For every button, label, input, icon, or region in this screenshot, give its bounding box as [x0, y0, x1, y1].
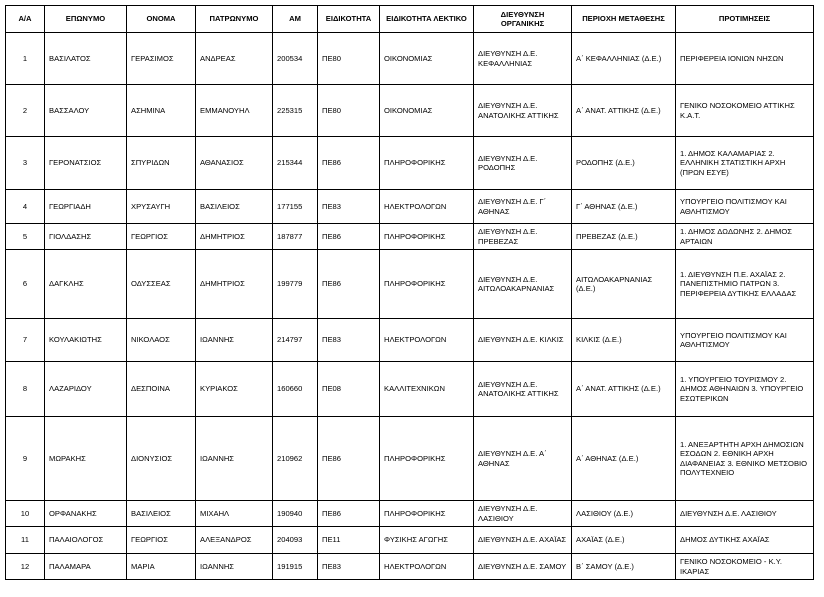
- cell-name: ΒΑΣΙΛΕΙΟΣ: [127, 501, 196, 527]
- cell-surname: ΠΑΛΑΜΑΡΑ: [45, 554, 127, 580]
- cell-father-name: ΚΥΡΙΑΚΟΣ: [196, 362, 273, 417]
- table-row: [6, 137, 814, 190]
- cell-aa: 7: [6, 319, 45, 362]
- cell-surname: ΠΑΛΑΙΟΛΟΓΟΣ: [45, 527, 127, 554]
- cell-specialty: ΠΕ86: [318, 137, 380, 190]
- cell-specialty: ΠΕ11: [318, 527, 380, 554]
- cell-aa: 1: [6, 33, 45, 85]
- cell-transfer-area: Α΄ ΑΝΑΤ. ΑΤΤΙΚΗΣ (Δ.Ε.): [572, 362, 676, 417]
- cell-am: 200534: [273, 33, 318, 85]
- cell-organic-directorate: ΔΙΕΥΘΥΝΣΗ Δ.Ε. ΑΝΑΤΟΛΙΚΗΣ ΑΤΤΙΚΗΣ: [474, 362, 572, 417]
- cell-transfer-area: ΑΙΤΩΛΟΑΚΑΡΝΑΝΙΑΣ (Δ.Ε.): [572, 250, 676, 319]
- cell-organic-directorate: ΔΙΕΥΘΥΝΣΗ Δ.Ε. ΚΕΦΑΛΛΗΝΙΑΣ: [474, 33, 572, 85]
- cell-organic-directorate: ΔΙΕΥΘΥΝΣΗ Δ.Ε. ΑΙΤΩΛΟΑΚΑΡΝΑΝΙΑΣ: [474, 250, 572, 319]
- cell-preferences: ΥΠΟΥΡΓΕΙΟ ΠΟΛΙΤΙΣΜΟΥ ΚΑΙ ΑΘΛΗΤΙΣΜΟΥ: [676, 190, 814, 224]
- cell-specialty-text: ΚΑΛΛΙΤΕΧΝΙΚΩΝ: [380, 362, 474, 417]
- header-organic-directorate: ΔΙΕΥΘΥΝΣΗ ΟΡΓΑΝΙΚΗΣ: [474, 6, 572, 33]
- header-specialty: ΕΙΔΙΚΟΤΗΤΑ: [318, 6, 380, 33]
- cell-preferences: 1. ΔΗΜΟΣ ΚΑΛΑΜΑΡΙΑΣ 2. ΕΛΛΗΝΙΚΗ ΣΤΑΤΙΣΤΙΚΗ ΑΡΧΗ (ΠΡΩΝ ΕΣΥΕ): [676, 137, 814, 190]
- cell-preferences: 1. ΑΝΕΞΑΡΤΗΤΗ ΑΡΧΗ ΔΗΜΟΣΙΩΝ ΕΣΟΔΩΝ 2. ΕΘΝΙΚΗ ΑΡΧΗ ΔΙΑΦΑΝΕΙΑΣ 3. ΕΘΝΙΚΟ ΜΕΤΣΟΒΙΟ ΠΟΛΥΤΕΧΝΕΙΟ: [676, 417, 814, 501]
- cell-am: 215344: [273, 137, 318, 190]
- cell-transfer-area: ΛΑΣΙΘΙΟΥ (Δ.Ε.): [572, 501, 676, 527]
- cell-specialty: ΠΕ08: [318, 362, 380, 417]
- cell-aa: 10: [6, 501, 45, 527]
- cell-specialty: ΠΕ83: [318, 554, 380, 580]
- cell-father-name: ΙΩΑΝΝΗΣ: [196, 554, 273, 580]
- cell-organic-directorate: ΔΙΕΥΘΥΝΣΗ Δ.Ε. ΛΑΣΙΘΙΟΥ: [474, 501, 572, 527]
- cell-name: ΓΕΩΡΓΙΟΣ: [127, 527, 196, 554]
- cell-am: 214797: [273, 319, 318, 362]
- cell-preferences: 1. ΔΙΕΥΘΥΝΣΗ Π.Ε. ΑΧΑΪΑΣ 2. ΠΑΝΕΠΙΣΤΗΜΙΟ ΠΑΤΡΩΝ 3. ΠΕΡΙΦΕΡΕΙΑ ΔΥΤΙΚΗΣ ΕΛΛΑΔΑΣ: [676, 250, 814, 319]
- cell-father-name: ΙΩΑΝΝΗΣ: [196, 417, 273, 501]
- cell-name: ΧΡΥΣΑΥΓΗ: [127, 190, 196, 224]
- cell-specialty-text: ΗΛΕΚΤΡΟΛΟΓΩΝ: [380, 319, 474, 362]
- cell-specialty-text: ΦΥΣΙΚΗΣ ΑΓΩΓΗΣ: [380, 527, 474, 554]
- cell-specialty-text: ΠΛΗΡΟΦΟΡΙΚΗΣ: [380, 250, 474, 319]
- cell-surname: ΚΟΥΛΑΚΙΩΤΗΣ: [45, 319, 127, 362]
- header-row: [6, 6, 814, 33]
- cell-organic-directorate: ΔΙΕΥΘΥΝΣΗ Δ.Ε. ΑΧΑΪΑΣ: [474, 527, 572, 554]
- cell-organic-directorate: ΔΙΕΥΘΥΝΣΗ Δ.Ε. ΠΡΕΒΕΖΑΣ: [474, 224, 572, 250]
- cell-preferences: 1. ΔΗΜΟΣ ΔΩΔΩΝΗΣ 2. ΔΗΜΟΣ ΑΡΤΑΙΩΝ: [676, 224, 814, 250]
- cell-surname: ΜΩΡΑΚΗΣ: [45, 417, 127, 501]
- cell-specialty-text: ΗΛΕΚΤΡΟΛΟΓΩΝ: [380, 554, 474, 580]
- cell-name: ΔΕΣΠΟΙΝΑ: [127, 362, 196, 417]
- cell-aa: 12: [6, 554, 45, 580]
- table-row: [6, 527, 814, 554]
- cell-am: 191915: [273, 554, 318, 580]
- table-body: [6, 33, 814, 580]
- cell-surname: ΛΑΖΑΡΙΔΟΥ: [45, 362, 127, 417]
- header-transfer-area: ΠΕΡΙΟΧΗ ΜΕΤΑΘΕΣΗΣ: [572, 6, 676, 33]
- cell-am: 177155: [273, 190, 318, 224]
- cell-surname: ΓΕΡΟΝΑΤΣΙΟΣ: [45, 137, 127, 190]
- cell-organic-directorate: ΔΙΕΥΘΥΝΣΗ Δ.Ε. Γ΄ ΑΘΗΝΑΣ: [474, 190, 572, 224]
- cell-specialty: ΠΕ86: [318, 417, 380, 501]
- cell-organic-directorate: ΔΙΕΥΘΥΝΣΗ Δ.Ε. ΣΑΜΟΥ: [474, 554, 572, 580]
- cell-specialty: ΠΕ86: [318, 250, 380, 319]
- cell-aa: 11: [6, 527, 45, 554]
- cell-am: 204093: [273, 527, 318, 554]
- table-row: [6, 501, 814, 527]
- header-preferences: ΠΡΟΤΙΜΗΣΕΙΣ: [676, 6, 814, 33]
- cell-name: ΟΔΥΣΣΕΑΣ: [127, 250, 196, 319]
- cell-transfer-area: Α΄ ΑΝΑΤ. ΑΤΤΙΚΗΣ (Δ.Ε.): [572, 85, 676, 137]
- table-row: [6, 224, 814, 250]
- header-name: ΟΝΟΜΑ: [127, 6, 196, 33]
- header-aa: Α/Α: [6, 6, 45, 33]
- cell-organic-directorate: ΔΙΕΥΘΥΝΣΗ Δ.Ε. ΑΝΑΤΟΛΙΚΗΣ ΑΤΤΙΚΗΣ: [474, 85, 572, 137]
- cell-name: ΓΕΡΑΣΙΜΟΣ: [127, 33, 196, 85]
- cell-aa: 5: [6, 224, 45, 250]
- cell-father-name: ΒΑΣΙΛΕΙΟΣ: [196, 190, 273, 224]
- cell-surname: ΒΑΣΙΛΑΤΟΣ: [45, 33, 127, 85]
- cell-father-name: ΙΩΑΝΝΗΣ: [196, 319, 273, 362]
- transfers-table: [5, 5, 814, 580]
- cell-aa: 3: [6, 137, 45, 190]
- header-father-name: ΠΑΤΡΩΝΥΜΟ: [196, 6, 273, 33]
- cell-surname: ΓΙΟΛΔΑΣΗΣ: [45, 224, 127, 250]
- transfers-table-container: [5, 5, 814, 580]
- cell-father-name: ΑΛΕΞΑΝΔΡΟΣ: [196, 527, 273, 554]
- table-row: [6, 362, 814, 417]
- cell-preferences: ΓΕΝΙΚΟ ΝΟΣΟΚΟΜΕΙΟ ΑΤΤΙΚΗΣ Κ.Α.Τ.: [676, 85, 814, 137]
- cell-transfer-area: Β΄ ΣΑΜΟΥ (Δ.Ε.): [572, 554, 676, 580]
- cell-specialty-text: ΟΙΚΟΝΟΜΙΑΣ: [380, 33, 474, 85]
- cell-aa: 8: [6, 362, 45, 417]
- cell-am: 199779: [273, 250, 318, 319]
- cell-surname: ΟΡΦΑΝΑΚΗΣ: [45, 501, 127, 527]
- cell-specialty-text: ΠΛΗΡΟΦΟΡΙΚΗΣ: [380, 224, 474, 250]
- cell-transfer-area: Γ΄ ΑΘΗΝΑΣ (Δ.Ε.): [572, 190, 676, 224]
- cell-name: ΔΙΟΝΥΣΙΟΣ: [127, 417, 196, 501]
- cell-am: 210962: [273, 417, 318, 501]
- cell-name: ΑΣΗΜΙΝΑ: [127, 85, 196, 137]
- cell-name: ΜΑΡΙΑ: [127, 554, 196, 580]
- cell-specialty: ΠΕ83: [318, 190, 380, 224]
- cell-organic-directorate: ΔΙΕΥΘΥΝΣΗ Δ.Ε. ΚΙΛΚΙΣ: [474, 319, 572, 362]
- cell-preferences: ΠΕΡΙΦΕΡΕΙΑ ΙΟΝΙΩΝ ΝΗΣΩΝ: [676, 33, 814, 85]
- header-surname: ΕΠΩΝΥΜΟ: [45, 6, 127, 33]
- cell-preferences: ΔΙΕΥΘΥΝΣΗ Δ.Ε. ΛΑΣΙΘΙΟΥ: [676, 501, 814, 527]
- cell-aa: 9: [6, 417, 45, 501]
- cell-specialty-text: ΠΛΗΡΟΦΟΡΙΚΗΣ: [380, 501, 474, 527]
- cell-aa: 6: [6, 250, 45, 319]
- table-header: [6, 6, 814, 33]
- cell-father-name: ΕΜΜΑΝΟΥΗΛ: [196, 85, 273, 137]
- cell-transfer-area: ΡΟΔΟΠΗΣ (Δ.Ε.): [572, 137, 676, 190]
- cell-father-name: ΔΗΜΗΤΡΙΟΣ: [196, 250, 273, 319]
- table-row: [6, 33, 814, 85]
- cell-specialty-text: ΠΛΗΡΟΦΟΡΙΚΗΣ: [380, 137, 474, 190]
- cell-specialty: ΠΕ86: [318, 224, 380, 250]
- cell-father-name: ΜΙΧΑΗΛ: [196, 501, 273, 527]
- cell-preferences: ΥΠΟΥΡΓΕΙΟ ΠΟΛΙΤΙΣΜΟΥ ΚΑΙ ΑΘΛΗΤΙΣΜΟΥ: [676, 319, 814, 362]
- cell-father-name: ΑΘΑΝΑΣΙΟΣ: [196, 137, 273, 190]
- header-specialty-text: ΕΙΔΙΚΟΤΗΤΑ ΛΕΚΤΙΚΟ: [380, 6, 474, 33]
- cell-am: 187877: [273, 224, 318, 250]
- cell-organic-directorate: ΔΙΕΥΘΥΝΣΗ Δ.Ε. Α΄ ΑΘΗΝΑΣ: [474, 417, 572, 501]
- table-row: [6, 250, 814, 319]
- cell-father-name: ΑΝΔΡΕΑΣ: [196, 33, 273, 85]
- cell-specialty-text: ΗΛΕΚΤΡΟΛΟΓΩΝ: [380, 190, 474, 224]
- cell-am: 225315: [273, 85, 318, 137]
- cell-surname: ΒΑΣΣΑΛΟΥ: [45, 85, 127, 137]
- cell-preferences: 1. ΥΠΟΥΡΓΕΙΟ ΤΟΥΡΙΣΜΟΥ 2. ΔΗΜΟΣ ΑΘΗΝΑΙΩΝ 3. ΥΠΟΥΡΓΕΙΟ ΕΣΩΤΕΡΙΚΩΝ: [676, 362, 814, 417]
- cell-name: ΝΙΚΟΛΑΟΣ: [127, 319, 196, 362]
- cell-surname: ΔΑΓΚΛΗΣ: [45, 250, 127, 319]
- cell-transfer-area: ΠΡΕΒΕΖΑΣ (Δ.Ε.): [572, 224, 676, 250]
- table-row: [6, 417, 814, 501]
- cell-specialty: ΠΕ83: [318, 319, 380, 362]
- table-row: [6, 319, 814, 362]
- cell-preferences: ΓΕΝΙΚΟ ΝΟΣΟΚΟΜΕΙΟ - Κ.Υ. ΙΚΑΡΙΑΣ: [676, 554, 814, 580]
- cell-transfer-area: Α΄ ΚΕΦΑΛΛΗΝΙΑΣ (Δ.Ε.): [572, 33, 676, 85]
- cell-aa: 2: [6, 85, 45, 137]
- cell-specialty: ΠΕ86: [318, 501, 380, 527]
- header-am: ΑΜ: [273, 6, 318, 33]
- cell-specialty: ΠΕ80: [318, 85, 380, 137]
- cell-transfer-area: ΚΙΛΚΙΣ (Δ.Ε.): [572, 319, 676, 362]
- table-row: [6, 85, 814, 137]
- cell-am: 160660: [273, 362, 318, 417]
- cell-aa: 4: [6, 190, 45, 224]
- cell-specialty-text: ΟΙΚΟΝΟΜΙΑΣ: [380, 85, 474, 137]
- cell-surname: ΓΕΩΡΓΙΑΔΗ: [45, 190, 127, 224]
- cell-specialty: ΠΕ80: [318, 33, 380, 85]
- cell-transfer-area: ΑΧΑΪΑΣ (Δ.Ε.): [572, 527, 676, 554]
- cell-preferences: ΔΗΜΟΣ ΔΥΤΙΚΗΣ ΑΧΑΪΑΣ: [676, 527, 814, 554]
- cell-specialty-text: ΠΛΗΡΟΦΟΡΙΚΗΣ: [380, 417, 474, 501]
- table-row: [6, 190, 814, 224]
- cell-name: ΓΕΩΡΓΙΟΣ: [127, 224, 196, 250]
- cell-transfer-area: Α΄ ΑΘΗΝΑΣ (Δ.Ε.): [572, 417, 676, 501]
- cell-father-name: ΔΗΜΗΤΡΙΟΣ: [196, 224, 273, 250]
- cell-name: ΣΠΥΡΙΔΩΝ: [127, 137, 196, 190]
- cell-am: 190940: [273, 501, 318, 527]
- table-row: [6, 554, 814, 580]
- cell-organic-directorate: ΔΙΕΥΘΥΝΣΗ Δ.Ε. ΡΟΔΟΠΗΣ: [474, 137, 572, 190]
